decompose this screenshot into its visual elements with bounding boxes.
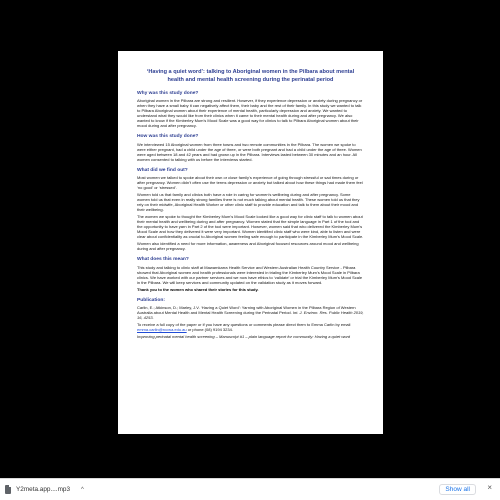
document-footer: Improving perinatal mental health screening – Manuscript #1 – plain language report for community: Having a quiet word xyxy=(137,334,351,340)
section-findings xyxy=(137,168,364,252)
paragraph: The women we spoke to thought the Kimberley Mum’s Mood Scale looked like a good way for clinic staff to talk to women about their mental health and wellbeing during and after pregnancy. Women stated that the simple language in Part 1 of the tool and the opportunity to have yarn in Part 2 of the tool were important. However, women said that who delivered the Kimberley Mum’s Mood Scale and how they delivered it were very important. Women identified clinic staff who were kind, able to listen and were clear about confidentiality as crucial to Aboriginal women feeling safe enough to participate in the Kimberley Mum’s Mood Scale. xyxy=(137,214,364,240)
email-link[interactable]: emma.carlin@rccwa.edu.au xyxy=(137,327,187,333)
paragraph: Most women we talked to spoke about their own or close family’s experience of going through stressful or sad times during or after pregnancy. Women didn’t often use the terms depression or anxiety but talked about how these things had made them feel ‘no good’ or ‘stressed’. xyxy=(137,174,363,190)
citation-journal: Int. J. Environ. Res. Public Health 2019, 16, 4253. xyxy=(137,309,364,320)
section-heading: Publication: xyxy=(137,297,165,303)
paragraph: This study and talking to clinic staff at Mawarnkarra Health Service and Western Australian Health Country Service - Pilbara showed that Aboriginal women and health professionals were interested in trialing the Kimberley Mum’s Mood Scale in Pilbara clinics. We have worked with our partner services and we now have ethics to ‘validate’ or trial the Kimberley Mum’s Mood Scale in the Pilbara. We will keep services and community updated on the validation study as it moves forward. xyxy=(137,264,363,285)
chevron-up-icon[interactable]: ^ xyxy=(81,486,84,493)
section-why xyxy=(137,91,364,128)
section-publication xyxy=(137,298,364,340)
contact-prefix: To receive a full copy of the paper or if you have any questions or comments please direct them to Emma Carlin by email xyxy=(137,322,351,328)
section-how xyxy=(137,134,364,161)
section-heading: What did we find out? xyxy=(137,167,188,173)
citation xyxy=(137,305,364,320)
download-file-name: Y2meta.app....mp3 xyxy=(16,486,70,493)
paragraph: We interviewed 15 Aboriginal women from three towns and two remote communities in the Pilbara. The women we spoke to were either pregnant, had a child under the age of three, or were both pregnant and had a child under the age of three. Women were aged between 18 and 42 years and had grown up in the Pilbara. Interviews lasted between 30 minutes and an hour. All women consented to talking with us before the interviews started. xyxy=(137,141,362,162)
download-item[interactable] xyxy=(5,479,84,500)
file-icon xyxy=(5,485,11,494)
contact-line xyxy=(137,322,364,332)
section-heading: How was this study done? xyxy=(137,134,199,140)
download-shelf xyxy=(0,478,500,500)
close-icon[interactable]: × xyxy=(487,483,492,492)
show-all-button[interactable]: Show all xyxy=(439,484,476,495)
section-heading: What does this mean? xyxy=(137,257,189,263)
contact-suffix: or phone (08) 9194 3234. xyxy=(187,327,233,333)
thanks-line: Thank you to the women who shared their stories for this study. xyxy=(137,286,259,292)
paragraph: Aboriginal women in the Pilbara are strong and resilient. However, if they experience depression or anxiety during pregnancy or when they have a small baby it can negatively affect them, their baby and the rest of their family. In this study we wanted to talk to Pilbara Aboriginal women about their experience of mental health, particularly depression and anxiety. We wanted to understand what they would like from their clinics when it came to their mental health during and after pregnancy. We also wanted to know if the Kimberley Mum’s Mood Scale was a good way for clinics to talk to Pilbara Aboriginal women about their mood during and after pregnancy. xyxy=(137,98,363,129)
document-title: ‘Having a quiet word’: talking to Aboriginal women in the Pilbara about mental health and mental health screening during the perinatal period xyxy=(146,69,355,83)
paragraph: Women told us that family and clinics both have a role in caring for women’s wellbeing during and after pregnancy. Some women told us that even in really strong families there is not much talking about mental health. These women told us that they rely on their midwife, Aboriginal Health Worker or other clinic staff to provide education and talk to them about their mood and their wellbeing. xyxy=(137,191,360,212)
paragraph: Women also identified a need for more information, awareness and Aboriginal focused resources around mood and wellbeing during and after pregnancy. xyxy=(137,241,359,252)
citation-text: Carlin, E.; Atkinson, D.; Marley, J.V. ‘Having a Quiet Word’: Yarning with Aboriginal Women in the Pilbara Region of Western Australia about Mental Health and Mental Health Screening during the Perinatal Period. xyxy=(137,304,356,315)
section-heading: Why was this study done? xyxy=(137,91,199,97)
section-meaning xyxy=(137,257,364,291)
document-page xyxy=(118,51,383,434)
